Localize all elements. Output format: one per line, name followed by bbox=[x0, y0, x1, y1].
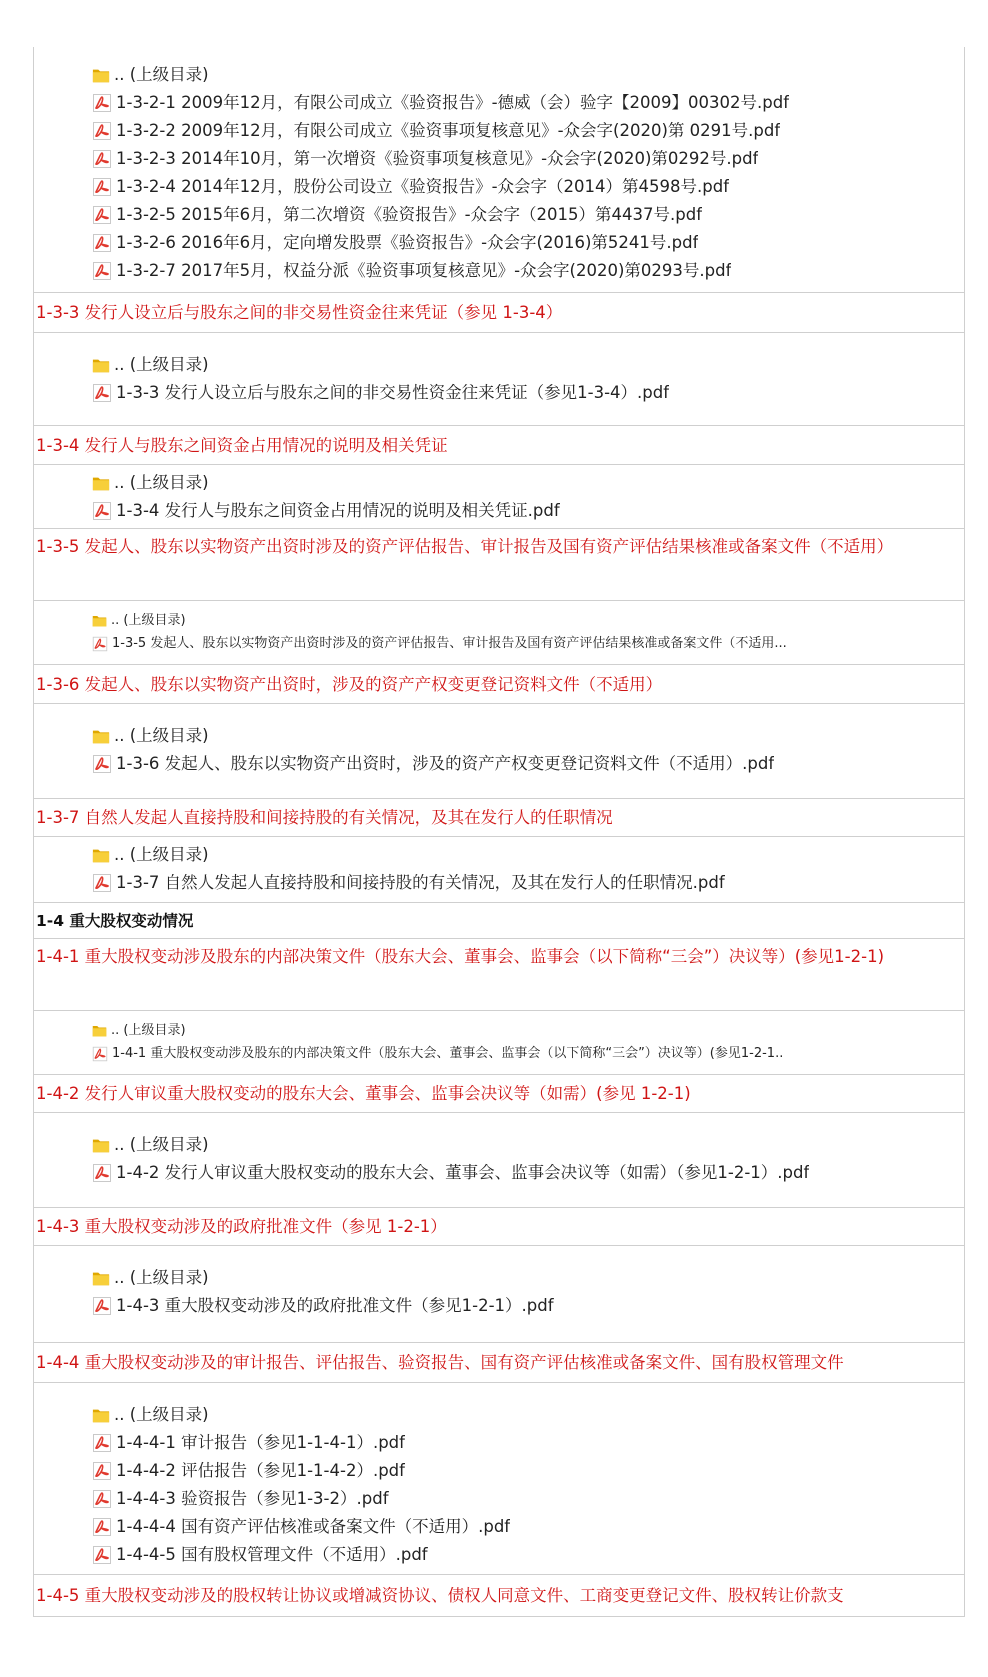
heading-text[interactable]: 1-4-4 重大股权变动涉及的审计报告、评估报告、验资报告、国有资产评估核准或备案文件、国有股权管理文件 bbox=[36, 1353, 844, 1372]
folder-icon bbox=[92, 1136, 110, 1154]
pdf-icon bbox=[92, 205, 112, 225]
folder-icon bbox=[92, 727, 110, 745]
file-listing bbox=[34, 1246, 964, 1343]
file-listing bbox=[34, 465, 964, 529]
parent-directory-link[interactable] bbox=[92, 1131, 964, 1159]
file-listing bbox=[34, 601, 964, 665]
file-name[interactable]: 1-4-4-3 验资报告（参见1-3-2）.pdf bbox=[116, 1489, 389, 1508]
pdf-icon bbox=[92, 1163, 112, 1183]
file-name[interactable]: 1-3-5 发起人、股东以实物资产出资时涉及的资产评估报告、审计报告及国有资产评估结果核准或备案文件（不适用... bbox=[112, 636, 787, 651]
file-name[interactable]: .. (上级目录) bbox=[114, 726, 209, 745]
file-name[interactable]: 1-4-1 重大股权变动涉及股东的内部决策文件（股东大会、董事会、监事会（以下简称“三会”）决议等）(参见1-2-1.. bbox=[112, 1046, 784, 1061]
parent-directory-link[interactable] bbox=[92, 609, 964, 632]
subsection-heading[interactable] bbox=[34, 293, 964, 333]
file-name[interactable]: 1-3-7 自然人发起人直接持股和间接持股的有关情况，及其在发行人的任职情况.pdf bbox=[116, 873, 725, 892]
parent-directory-link[interactable] bbox=[92, 1401, 964, 1429]
file-name[interactable]: 1-3-2-4 2014年12月，股份公司设立《验资报告》-众会字（2014）第4598号.pdf bbox=[116, 177, 730, 196]
file-link[interactable] bbox=[92, 1042, 964, 1065]
file-name[interactable]: 1-3-2-2 2009年12月，有限公司成立《验资事项复核意见》-众会字(2020)第 0291号.pdf bbox=[116, 121, 781, 140]
file-name[interactable]: 1-3-2-3 2014年10月，第一次增资《验资事项复核意见》-众会字(2020)第0292号.pdf bbox=[116, 149, 759, 168]
file-link[interactable] bbox=[92, 145, 964, 173]
pdf-icon bbox=[92, 1461, 112, 1481]
subsection-heading[interactable] bbox=[34, 529, 964, 601]
subsection-heading[interactable] bbox=[34, 1343, 964, 1383]
file-name[interactable]: 1-3-2-5 2015年6月，第二次增资《验资报告》-众会字（2015）第4437号.pdf bbox=[116, 205, 703, 224]
subsection-heading[interactable] bbox=[34, 665, 964, 704]
parent-directory-link[interactable] bbox=[92, 1264, 964, 1292]
folder-icon bbox=[92, 613, 107, 628]
file-link[interactable] bbox=[92, 117, 964, 145]
pdf-icon bbox=[92, 93, 112, 113]
file-name[interactable]: .. (上级目录) bbox=[111, 613, 186, 628]
file-name[interactable]: .. (上级目录) bbox=[114, 473, 209, 492]
file-name[interactable]: 1-4-4-4 国有资产评估核准或备案文件（不适用）.pdf bbox=[116, 1517, 511, 1536]
file-listing bbox=[34, 704, 964, 799]
pdf-icon bbox=[92, 754, 112, 774]
file-link[interactable] bbox=[92, 1429, 964, 1457]
file-listing bbox=[34, 1383, 964, 1575]
subsection-heading[interactable] bbox=[34, 1575, 964, 1617]
file-name[interactable]: 1-3-6 发起人、股东以实物资产出资时，涉及的资产产权变更登记资料文件（不适用）.pdf bbox=[116, 754, 775, 773]
file-name[interactable]: .. (上级目录) bbox=[114, 355, 209, 374]
pdf-icon bbox=[92, 261, 112, 281]
file-link[interactable] bbox=[92, 497, 964, 525]
file-name[interactable]: .. (上级目录) bbox=[114, 1135, 209, 1154]
file-link[interactable] bbox=[92, 1513, 964, 1541]
file-link[interactable] bbox=[92, 1485, 964, 1513]
pdf-icon bbox=[92, 121, 112, 141]
directory-document bbox=[33, 47, 965, 1617]
file-name[interactable]: .. (上级目录) bbox=[114, 65, 209, 84]
subsection-heading[interactable] bbox=[34, 1075, 964, 1113]
heading-text[interactable]: 1-3-7 自然人发起人直接持股和间接持股的有关情况，及其在发行人的任职情况 bbox=[36, 808, 613, 827]
folder-icon bbox=[92, 1406, 110, 1424]
folder-icon bbox=[92, 474, 110, 492]
heading-text[interactable]: 1-4 重大股权变动情况 bbox=[36, 912, 194, 930]
file-link[interactable] bbox=[92, 869, 964, 897]
heading-text[interactable]: 1-3-5 发起人、股东以实物资产出资时涉及的资产评估报告、审计报告及国有资产评估结果核准或备案文件（不适用） bbox=[36, 537, 894, 556]
file-name[interactable]: 1-4-4-2 评估报告（参见1-1-4-2）.pdf bbox=[116, 1461, 405, 1480]
heading-text[interactable]: 1-3-3 发行人设立后与股东之间的非交易性资金往来凭证（参见 1-3-4） bbox=[36, 303, 563, 322]
file-link[interactable] bbox=[92, 1541, 964, 1569]
folder-icon bbox=[92, 66, 110, 84]
parent-directory-link[interactable] bbox=[92, 1019, 964, 1042]
parent-directory-link[interactable] bbox=[92, 841, 964, 869]
pdf-icon bbox=[92, 636, 108, 652]
file-link[interactable] bbox=[92, 750, 964, 778]
file-listing bbox=[34, 47, 964, 293]
section-heading[interactable] bbox=[34, 903, 964, 939]
file-link[interactable] bbox=[92, 1159, 964, 1187]
subsection-heading[interactable] bbox=[34, 939, 964, 1011]
file-name[interactable]: 1-3-2-6 2016年6月，定向增发股票《验资报告》-众会字(2016)第5241号.pdf bbox=[116, 233, 699, 252]
heading-text[interactable]: 1-4-5 重大股权变动涉及的股权转让协议或增减资协议、债权人同意文件、工商变更登记文件、股权转让价款支 bbox=[36, 1586, 844, 1605]
heading-text[interactable]: 1-4-2 发行人审议重大股权变动的股东大会、董事会、监事会决议等（如需）(参见 1-2-1) bbox=[36, 1084, 691, 1103]
file-name[interactable]: 1-4-4-1 审计报告（参见1-1-4-1）.pdf bbox=[116, 1433, 405, 1452]
pdf-icon bbox=[92, 1489, 112, 1509]
pdf-icon bbox=[92, 1517, 112, 1537]
folder-icon bbox=[92, 1023, 107, 1038]
pdf-icon bbox=[92, 177, 112, 197]
folder-icon bbox=[92, 356, 110, 374]
file-name[interactable]: 1-3-2-7 2017年5月，权益分派《验资事项复核意见》-众会字(2020)第0293号.pdf bbox=[116, 261, 732, 280]
heading-text[interactable]: 1-3-4 发行人与股东之间资金占用情况的说明及相关凭证 bbox=[36, 436, 448, 455]
heading-text[interactable]: 1-4-1 重大股权变动涉及股东的内部决策文件（股东大会、董事会、监事会（以下简称“三会”）决议等）(参见1-2-1) bbox=[36, 947, 885, 966]
file-link[interactable] bbox=[92, 201, 964, 229]
pdf-icon bbox=[92, 1433, 112, 1453]
subsection-heading[interactable] bbox=[34, 1208, 964, 1246]
parent-directory-link[interactable] bbox=[92, 469, 964, 497]
pdf-icon bbox=[92, 149, 112, 169]
file-listing bbox=[34, 333, 964, 426]
subsection-heading[interactable] bbox=[34, 426, 964, 465]
file-link[interactable] bbox=[92, 1457, 964, 1485]
file-link[interactable] bbox=[92, 1292, 964, 1320]
file-name[interactable]: .. (上级目录) bbox=[114, 1268, 209, 1287]
folder-icon bbox=[92, 1269, 110, 1287]
pdf-icon bbox=[92, 1545, 112, 1565]
file-name[interactable]: 1-3-2-1 2009年12月，有限公司成立《验资报告》-德威（会）验字【2009】00302号.pdf bbox=[116, 93, 790, 112]
heading-text[interactable]: 1-4-3 重大股权变动涉及的政府批准文件（参见 1-2-1） bbox=[36, 1217, 447, 1236]
file-name[interactable]: 1-4-4-5 国有股权管理文件（不适用）.pdf bbox=[116, 1545, 428, 1564]
file-name[interactable]: 1-4-2 发行人审议重大股权变动的股东大会、董事会、监事会决议等（如需）（参见1-2-1）.pdf bbox=[116, 1163, 810, 1182]
pdf-icon bbox=[92, 383, 112, 403]
folder-icon bbox=[92, 846, 110, 864]
file-name[interactable]: .. (上级目录) bbox=[114, 845, 209, 864]
parent-directory-link[interactable] bbox=[92, 722, 964, 750]
heading-text[interactable]: 1-3-6 发起人、股东以实物资产出资时，涉及的资产产权变更登记资料文件（不适用） bbox=[36, 675, 663, 694]
file-name[interactable]: .. (上级目录) bbox=[111, 1023, 186, 1038]
file-name[interactable]: .. (上级目录) bbox=[114, 1405, 209, 1424]
file-link[interactable] bbox=[92, 89, 964, 117]
parent-directory-link[interactable] bbox=[92, 61, 964, 89]
file-name[interactable]: 1-3-4 发行人与股东之间资金占用情况的说明及相关凭证.pdf bbox=[116, 501, 560, 520]
file-name[interactable]: 1-3-3 发行人设立后与股东之间的非交易性资金往来凭证（参见1-3-4）.pdf bbox=[116, 383, 670, 402]
file-link[interactable] bbox=[92, 229, 964, 257]
pdf-icon bbox=[92, 873, 112, 893]
file-link[interactable] bbox=[92, 257, 964, 285]
pdf-icon bbox=[92, 1296, 112, 1316]
file-link[interactable] bbox=[92, 632, 964, 655]
subsection-heading[interactable] bbox=[34, 799, 964, 837]
file-link[interactable] bbox=[92, 173, 964, 201]
pdf-icon bbox=[92, 233, 112, 253]
pdf-icon bbox=[92, 1046, 108, 1062]
pdf-icon bbox=[92, 501, 112, 521]
file-listing bbox=[34, 1113, 964, 1208]
file-listing bbox=[34, 1011, 964, 1075]
file-name[interactable]: 1-4-3 重大股权变动涉及的政府批准文件（参见1-2-1）.pdf bbox=[116, 1296, 554, 1315]
file-link[interactable] bbox=[92, 379, 964, 407]
file-listing bbox=[34, 837, 964, 903]
parent-directory-link[interactable] bbox=[92, 351, 964, 379]
